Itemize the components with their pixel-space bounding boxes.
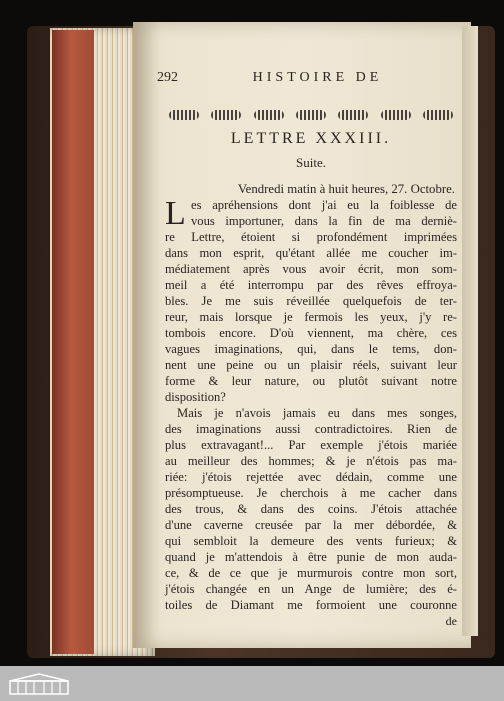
ornament-icon [169, 110, 199, 120]
running-header [157, 70, 457, 92]
letter-title: LETTRE XXXIII. [230, 130, 392, 147]
text-line: des imaginations aussi contradictoires. Rien de [165, 422, 457, 436]
text-line: d'une caverne creusée par la mer débordée, & [165, 518, 457, 532]
text-line: nent une peine ou un plaisir réels, suivant leur [165, 358, 457, 372]
footer-bar [0, 666, 504, 701]
text-line: forme & leur nature, ou plutôt suivant notre [165, 374, 457, 388]
paragraph-2 [165, 405, 457, 613]
text-line: quand je m'attendois à être punie de mon auda- [165, 550, 457, 564]
text-line: Mais je n'avois jamais eu dans mes songes, [177, 406, 457, 420]
text-line: disposition? [165, 390, 226, 404]
drop-cap: L [165, 195, 186, 232]
text-line: au meilleur des hommes; & je n'étois pas ma- [165, 454, 457, 468]
ornament-icon [211, 110, 241, 120]
subtitle: Suite. [296, 155, 326, 170]
library-building-icon [6, 672, 72, 696]
text-line: vagues imaginations, qui, dans le tems, don- [165, 342, 457, 356]
text-line: plus extravagant!... Par exemple j'étois mariée [165, 438, 457, 452]
text-line: qui sembloit la demeure des vents furieux; & [165, 534, 457, 548]
letter-body [165, 181, 457, 629]
text-line: toiles de Diamant me formoient une couronne [165, 598, 457, 612]
ornament-icon [296, 110, 326, 120]
page-text [157, 70, 457, 629]
text-line: vous importuner, dans la fin de ma derniè- [191, 214, 457, 228]
text-line: re Lettre, étoient si profondément imprimées [165, 230, 457, 244]
text-line: meil a été interrompu par des rêves effroya- [165, 278, 457, 292]
ornament-band [165, 110, 457, 124]
text-line: reur, mais lorsque je fermois les yeux, j'y re- [165, 310, 457, 324]
dateline: Vendredi matin à huit heures, 27. Octobre. [237, 182, 455, 196]
text-line: médiatement après vous avoir écrit, mon som- [165, 262, 457, 276]
ornament-icon [381, 110, 411, 120]
text-line: des trous, & dans des coins. J'étois attachée [165, 502, 457, 516]
text-line: ce, & de ce que je murmurois contre mon sort, [165, 566, 457, 580]
text-line: présomptueuse. Je cherchois à me cacher dans [165, 486, 457, 500]
text-line: es apréhensions dont j'ai eu la foiblesse de [191, 198, 457, 212]
paragraph-1 [165, 197, 457, 405]
text-line: bles. Je me suis réveillée quelquefois de ter- [165, 294, 457, 308]
ornament-icon [254, 110, 284, 120]
ornament-icon [423, 110, 453, 120]
running-head: HISTOIRE DE [252, 70, 383, 85]
ornament-icon [338, 110, 368, 120]
text-line: tombois encore. D'où viennent, ma chère, ces [165, 326, 457, 340]
text-line: dans mon esprit, qu'étant allée me coucher im- [165, 246, 457, 260]
text-line: riée: j'étois rejettée avec dédain, comme une [165, 470, 457, 484]
page-number: 292 [157, 70, 178, 85]
text-line: j'étois changée en un Ange de lumière; des é- [165, 582, 457, 596]
page-fold [462, 26, 478, 636]
catchword: de [445, 614, 457, 628]
red-page-edge [52, 30, 94, 654]
